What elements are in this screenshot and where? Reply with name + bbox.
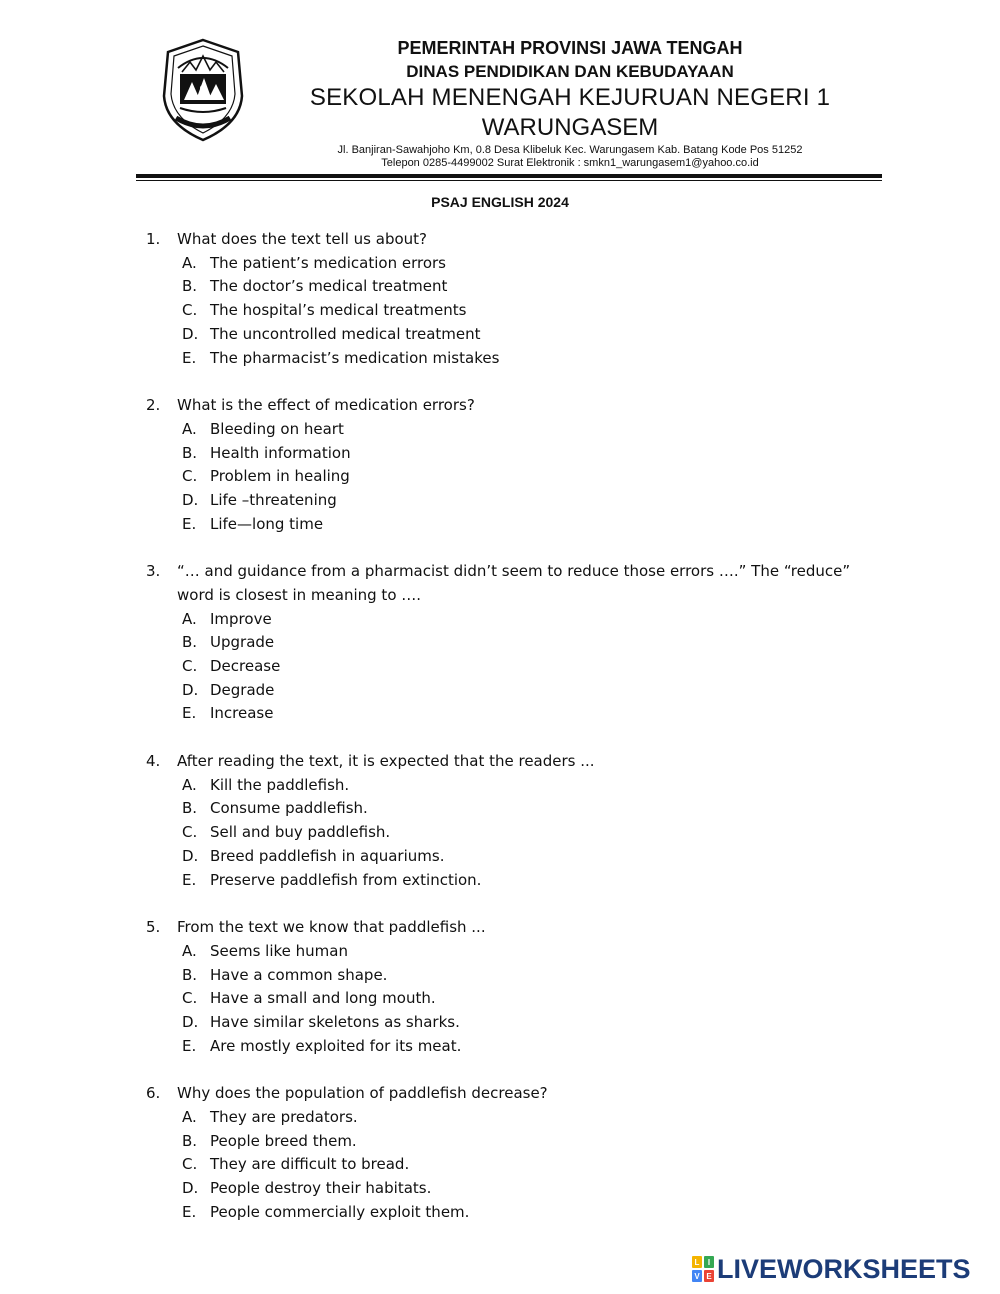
answer-option[interactable] xyxy=(146,323,886,347)
option-letter: D. xyxy=(182,680,199,699)
question-number: 6. xyxy=(146,1084,161,1103)
answer-option[interactable] xyxy=(146,655,886,679)
option-text: Have a common shape. xyxy=(210,965,388,984)
option-text: Consume paddlefish. xyxy=(210,799,368,818)
answer-option[interactable] xyxy=(146,940,886,964)
answer-option[interactable] xyxy=(146,1035,886,1059)
option-letter: C. xyxy=(182,657,198,676)
answer-option[interactable] xyxy=(146,845,886,869)
option-text: Kill the paddlefish. xyxy=(210,775,350,794)
question-number: 4. xyxy=(146,752,161,771)
option-text: They are difficult to bread. xyxy=(210,1155,410,1174)
option-text: Increase xyxy=(210,704,274,723)
question-row xyxy=(146,394,886,418)
option-letter: C. xyxy=(182,989,198,1008)
option-letter: D. xyxy=(182,846,199,865)
option-text: Breed paddlefish in aquariums. xyxy=(210,846,445,865)
answer-option[interactable] xyxy=(146,442,886,466)
answer-option[interactable] xyxy=(146,1201,886,1225)
document-title: PSAJ ENGLISH 2024 xyxy=(431,194,569,210)
answer-option[interactable] xyxy=(146,679,886,703)
answer-option[interactable] xyxy=(146,869,886,893)
answer-option[interactable] xyxy=(146,797,886,821)
answer-option[interactable] xyxy=(146,702,886,726)
option-letter: D. xyxy=(182,490,199,509)
option-text: Improve xyxy=(210,609,272,628)
liveworksheets-brand xyxy=(692,1254,971,1284)
letterhead-address: Jl. Banjiran-Sawahjoho Km, 0.8 Desa Klibeluk Kec. Warungasem Kab. Batang Kode Pos 51252 xyxy=(337,144,803,156)
answer-option[interactable] xyxy=(146,1106,886,1130)
option-text: Upgrade xyxy=(210,633,275,652)
letterhead-school-name: SEKOLAH MENENGAH KEJURUAN NEGERI 1 xyxy=(309,84,831,111)
question-row xyxy=(146,750,886,774)
liveworksheets-logo-icon xyxy=(692,1256,714,1282)
option-text: The hospital’s medical treatments xyxy=(210,301,467,320)
answer-option[interactable] xyxy=(146,1153,886,1177)
question-number: 3. xyxy=(146,562,161,581)
letterhead-government: PEMERINTAH PROVINSI JAWA TENGAH xyxy=(397,38,743,58)
answer-option[interactable] xyxy=(146,275,886,299)
answer-option[interactable] xyxy=(146,465,886,489)
option-text: People commercially exploit them. xyxy=(210,1202,470,1221)
option-text: Sell and buy paddlefish. xyxy=(210,823,391,842)
option-letter: D. xyxy=(182,324,199,343)
option-text: Preserve paddlefish from extinction. xyxy=(210,870,482,889)
option-letter: D. xyxy=(182,1179,199,1198)
question-text: “… and guidance from a pharmacist didn’t seem to reduce those errors ….” The “reduce” word is closest in meaning to …. xyxy=(177,562,851,604)
svg-text:E: E xyxy=(706,1272,712,1281)
option-text: People breed them. xyxy=(210,1131,357,1150)
question-item xyxy=(146,228,886,370)
answer-option[interactable] xyxy=(146,489,886,513)
option-letter: E. xyxy=(182,514,197,533)
option-letter: C. xyxy=(182,467,198,486)
answer-option[interactable] xyxy=(146,513,886,537)
option-letter: A. xyxy=(182,775,197,794)
letterhead-department: DINAS PENDIDIKAN DAN KEBUDAYAAN xyxy=(406,62,734,81)
answer-option[interactable] xyxy=(146,252,886,276)
letterhead-divider-thick xyxy=(136,174,882,178)
answer-option[interactable] xyxy=(146,964,886,988)
question-number: 5. xyxy=(146,918,161,937)
option-letter: B. xyxy=(182,633,198,652)
option-text: Problem in healing xyxy=(210,467,350,486)
question-text: Why does the population of paddlefish decrease? xyxy=(177,1084,548,1103)
option-letter: B. xyxy=(182,443,198,462)
question-item xyxy=(146,394,886,536)
option-letter: B. xyxy=(182,277,198,296)
option-letter: E. xyxy=(182,1036,197,1055)
letterhead xyxy=(0,0,1000,185)
option-letter: C. xyxy=(182,301,198,320)
option-text: Health information xyxy=(210,443,351,462)
option-letter: B. xyxy=(182,965,198,984)
option-letter: A. xyxy=(182,609,197,628)
answer-option[interactable] xyxy=(146,821,886,845)
option-text: Life—long time xyxy=(210,514,324,533)
svg-text:V: V xyxy=(694,1272,700,1281)
question-item xyxy=(146,916,886,1058)
option-text: Degrade xyxy=(210,680,275,699)
question-item xyxy=(146,1082,886,1224)
option-text: Are mostly exploited for its meat. xyxy=(210,1036,462,1055)
option-text: The uncontrolled medical treatment xyxy=(210,324,481,343)
option-text: The pharmacist’s medication mistakes xyxy=(210,348,500,367)
answer-option[interactable] xyxy=(146,347,886,371)
option-text: The patient’s medication errors xyxy=(210,253,446,272)
option-letter: E. xyxy=(182,704,197,723)
answer-option[interactable] xyxy=(146,608,886,632)
letterhead-contact: Telepon 0285-4499002 Surat Elektronik : smkn1_warungasem1@yahoo.co.id xyxy=(381,157,759,169)
option-letter: E. xyxy=(182,870,197,889)
answer-option[interactable] xyxy=(146,631,886,655)
letterhead-school-location: WARUNGASEM xyxy=(481,114,659,141)
svg-text:I: I xyxy=(707,1258,711,1267)
option-text: Have similar skeletons as sharks. xyxy=(210,1012,460,1031)
question-row xyxy=(146,228,886,252)
option-letter: E. xyxy=(182,348,197,367)
answer-option[interactable] xyxy=(146,987,886,1011)
answer-option[interactable] xyxy=(146,774,886,798)
answer-option[interactable] xyxy=(146,1130,886,1154)
answer-option[interactable] xyxy=(146,1011,886,1035)
option-letter: B. xyxy=(182,1131,198,1150)
question-item xyxy=(146,750,886,892)
question-item xyxy=(146,560,886,726)
option-text: The doctor’s medical treatment xyxy=(210,277,448,296)
question-text: From the text we know that paddlefish ... xyxy=(177,918,486,937)
provincial-crest-icon xyxy=(160,38,246,142)
answer-option[interactable] xyxy=(146,299,886,323)
option-text: Seems like human xyxy=(210,941,348,960)
question-list xyxy=(146,228,886,1248)
question-text: After reading the text, it is expected that the readers ... xyxy=(177,752,595,771)
question-row xyxy=(146,560,886,607)
option-text: People destroy their habitats. xyxy=(210,1179,432,1198)
option-letter: A. xyxy=(182,253,197,272)
question-row xyxy=(146,1082,886,1106)
option-letter: C. xyxy=(182,823,198,842)
question-row xyxy=(146,916,886,940)
option-letter: A. xyxy=(182,1107,197,1126)
answer-option[interactable] xyxy=(146,1177,886,1201)
answer-option[interactable] xyxy=(146,418,886,442)
option-text: Bleeding on heart xyxy=(210,419,344,438)
option-letter: A. xyxy=(182,941,197,960)
option-letter: C. xyxy=(182,1155,198,1174)
svg-text:L: L xyxy=(694,1258,700,1267)
question-text: What is the effect of medication errors? xyxy=(177,396,475,415)
question-number: 1. xyxy=(146,230,161,248)
option-text: Life –threatening xyxy=(210,490,337,509)
option-letter: A. xyxy=(182,419,197,438)
liveworksheets-wordmark: LIVEWORKSHEETS xyxy=(717,1254,971,1284)
option-text: Decrease xyxy=(210,657,281,676)
question-text: What does the text tell us about? xyxy=(177,230,427,248)
question-number: 2. xyxy=(146,396,161,415)
option-text: Have a small and long mouth. xyxy=(210,989,436,1008)
option-text: They are predators. xyxy=(210,1107,358,1126)
option-letter: E. xyxy=(182,1202,197,1221)
option-letter: B. xyxy=(182,799,198,818)
option-letter: D. xyxy=(182,1012,199,1031)
letterhead-divider-thin xyxy=(136,180,882,181)
